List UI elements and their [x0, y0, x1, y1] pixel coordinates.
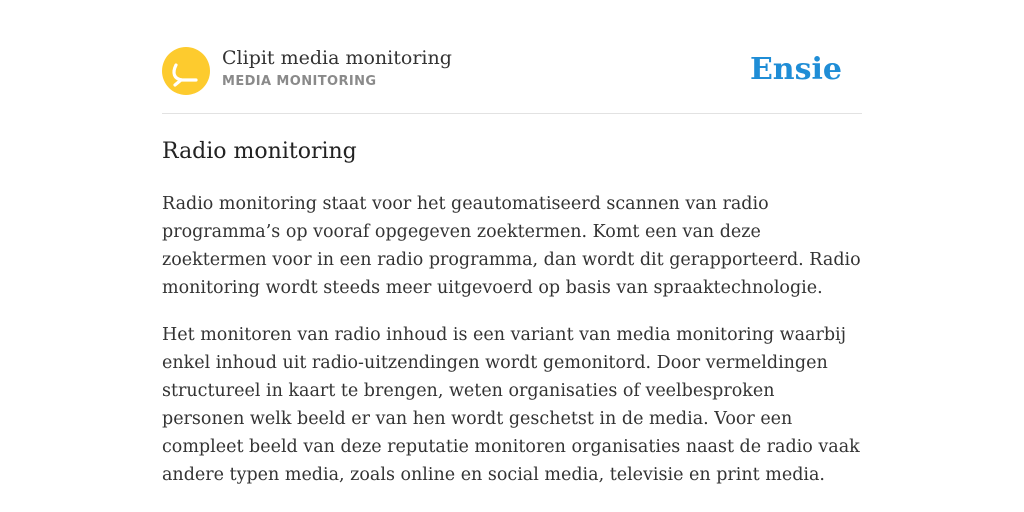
- article-title: Radio monitoring: [162, 139, 357, 164]
- article-card: [162, 0, 862, 512]
- speech-bubble-icon: [162, 47, 210, 95]
- article-paragraph: Het monitoren van radio inhoud is een variant van media monitoring waarbij enkel inhoud uit radio-uitzendingen wordt gemonitord. Door vermeldingen structureel in kaart te brengen, weten organisaties of veelbesproken personen welk beeld er van hen wordt geschetst in de media. Voor een compleet beeld van deze reputatie monitoren organisaties naast de radio vaak andere typen media, zoals online en social media, televisie en print media.: [162, 325, 860, 485]
- author-name[interactable]: Clipit media monitoring: [222, 47, 452, 69]
- article-body: [162, 190, 862, 508]
- brand-logo[interactable]: Ensie: [749, 52, 842, 87]
- author-category[interactable]: MEDIA MONITORING: [222, 74, 377, 89]
- article-header: [162, 46, 862, 96]
- article-paragraph: Radio monitoring staat voor het geautomatiseerd scannen van radio programma’s op vooraf opgegeven zoektermen. Komt een van deze zoektermen voor in een radio programma, dan wordt dit gerapporteerd. Radio monitoring wordt steeds meer uitgevoerd op basis van spraaktechnologie.: [162, 194, 861, 298]
- author-avatar[interactable]: [162, 47, 210, 95]
- header-divider: [162, 113, 862, 114]
